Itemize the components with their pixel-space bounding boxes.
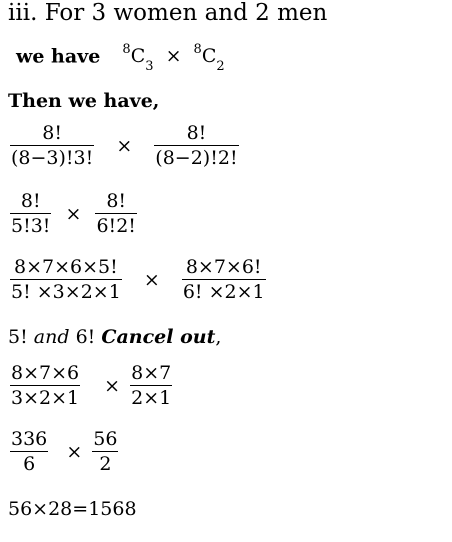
combination-2: $^8C_2$ bbox=[193, 42, 225, 75]
fraction: $\frac{336}{6}$ bbox=[11, 428, 48, 475]
step-2 bbox=[8, 190, 139, 237]
step-3 bbox=[8, 256, 268, 303]
then-we-have: Then we have, bbox=[8, 90, 160, 112]
cancel-term-b: 6! bbox=[75, 326, 96, 348]
times-symbol: × bbox=[165, 45, 182, 68]
times-symbol: × bbox=[116, 134, 133, 157]
fraction: $\frac{8!}{(8-2)!2!}$ bbox=[155, 122, 238, 169]
step-1 bbox=[8, 122, 241, 169]
fraction: $\frac{8!}{(8-3)!3!}$ bbox=[11, 122, 94, 169]
cancel-term-a: 5! bbox=[8, 326, 28, 348]
cancel-and: and bbox=[33, 326, 70, 348]
fraction: $\frac{8\times 7\times 6}{3\times 2\times 1}$ bbox=[11, 362, 80, 409]
we-have-line bbox=[16, 42, 225, 75]
times-symbol: × bbox=[66, 440, 83, 463]
step-4 bbox=[8, 362, 174, 409]
result: 56×28=1568 bbox=[8, 498, 137, 520]
cancel-comma: , bbox=[215, 326, 222, 348]
fraction: $\frac{56}{2}$ bbox=[93, 428, 118, 475]
fraction: $\frac{8\times 7}{2\times 1}$ bbox=[131, 362, 172, 409]
fraction: $\frac{8!}{5!3!}$ bbox=[11, 190, 51, 237]
cancel-phrase: Cancel out bbox=[101, 326, 216, 348]
combination-1: $^8C_3$ bbox=[122, 42, 154, 75]
fraction: $\frac{8\times 7\times 6!}{6! \times 2\times 1}$ bbox=[182, 256, 265, 303]
fraction: $\frac{8!}{6!2!}$ bbox=[96, 190, 136, 237]
we-have-text: we have bbox=[16, 45, 101, 68]
times-symbol: × bbox=[143, 268, 160, 291]
heading: iii. For 3 women and 2 men bbox=[8, 0, 328, 26]
step-5 bbox=[8, 428, 120, 475]
cancel-line bbox=[8, 326, 221, 348]
times-symbol: × bbox=[65, 202, 82, 225]
fraction: $\frac{8\times 7\times 6\times 5!}{5! \times 3\times 2\times 1}$ bbox=[11, 256, 121, 303]
times-symbol: × bbox=[104, 374, 121, 397]
